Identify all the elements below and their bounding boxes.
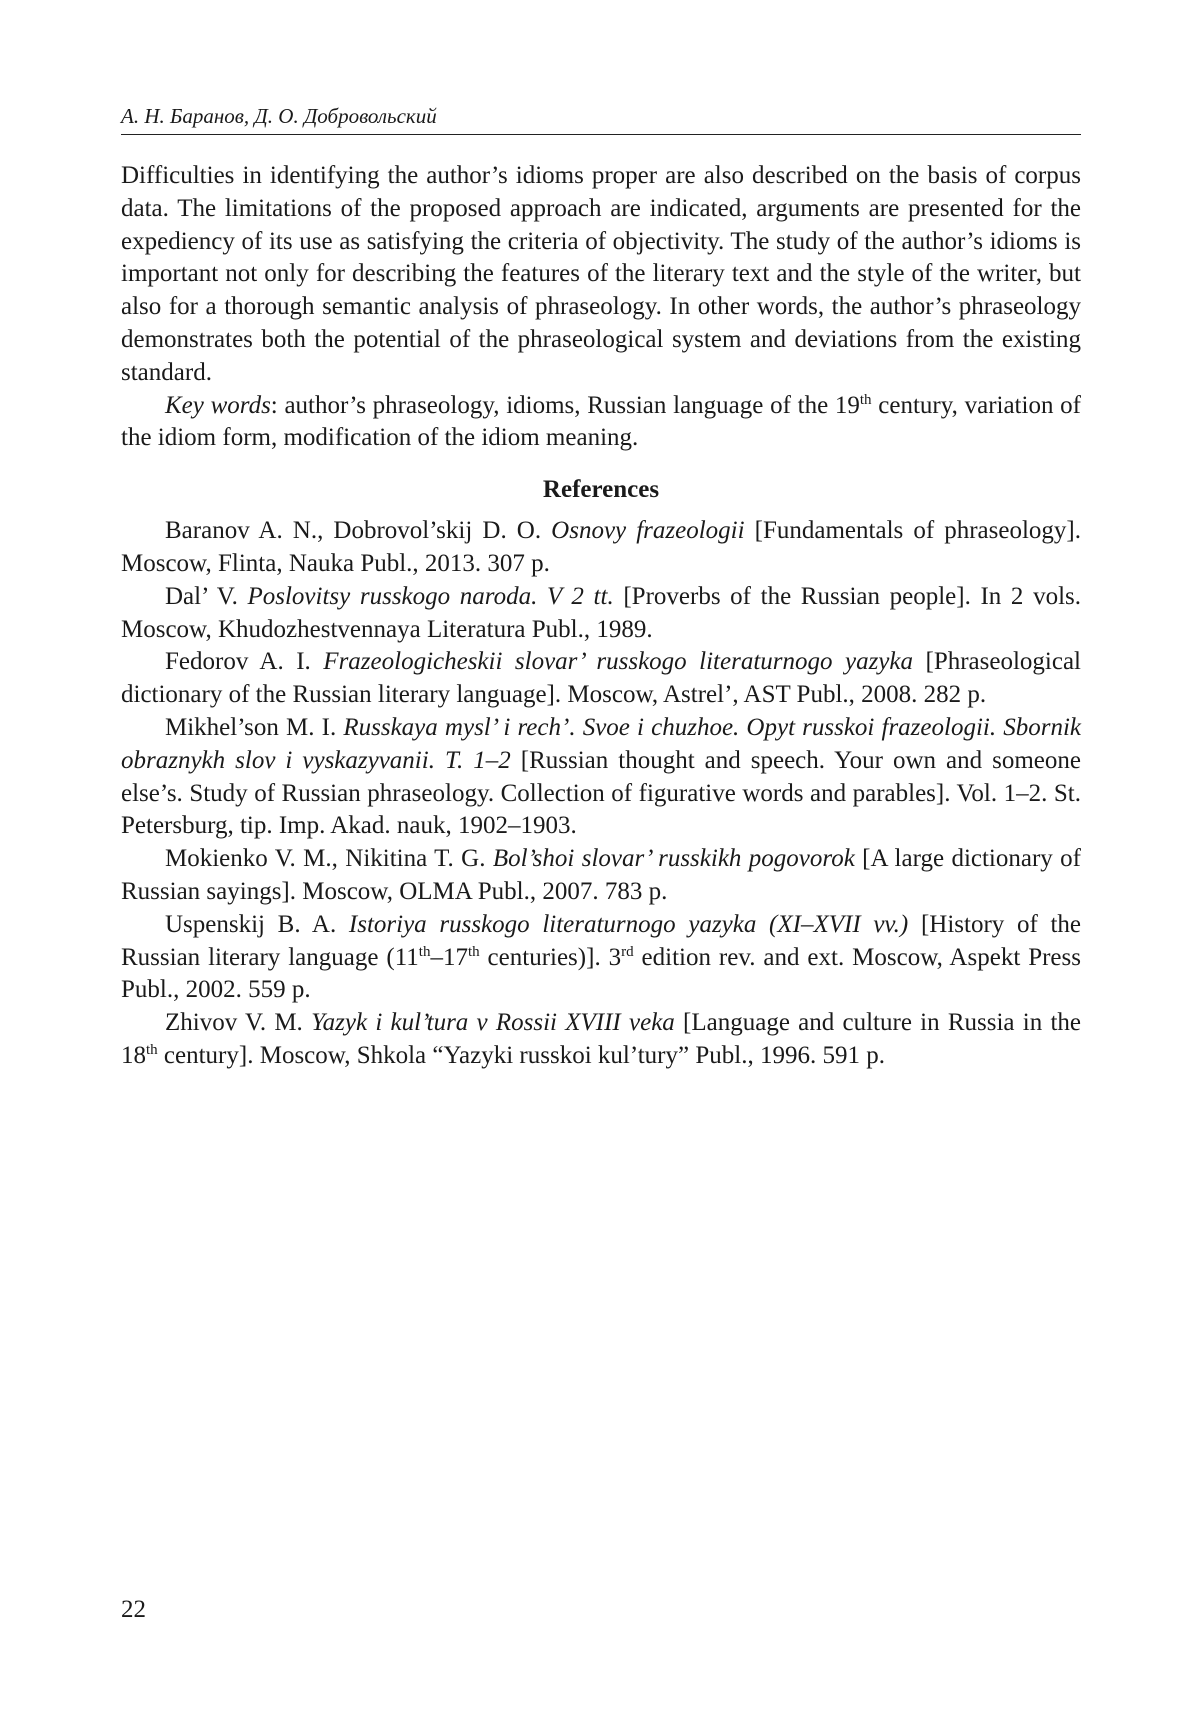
page-number: 22	[121, 1596, 146, 1623]
keywords-sup: th	[859, 391, 872, 408]
reference-item	[121, 843, 1081, 909]
reference-item	[121, 581, 1081, 647]
reference-details: [Russian thought and speech. Your own and someone else’s. Study of Russian phraseology. Collection of figurative words and parables]. Vol. 1–2. St. Petersburg, tip. Imp. Akad. nauk, 1902–1903.	[121, 746, 1081, 840]
reference-author: Mokienko V. M., Nikitina T. G.	[165, 845, 493, 873]
reference-details: [Language and culture in Russia in the 18	[121, 1009, 1081, 1069]
reference-title: Osnovy frazeologii	[551, 517, 745, 545]
reference-details: centuries)]. 3	[479, 943, 622, 971]
reference-details: [History of the Russian literary language (11	[121, 910, 1082, 971]
reference-sup: rd	[621, 943, 634, 960]
keywords-label: Key words	[165, 391, 271, 419]
reference-sup: th	[467, 943, 480, 960]
reference-details: edition rev. and ext. Moscow, Aspekt Press Publ., 2002. 559 p.	[121, 943, 1081, 1004]
reference-item	[121, 646, 1081, 712]
references-heading: References	[542, 476, 660, 504]
reference-sup: th	[146, 1041, 158, 1058]
reference-title: Frazeologicheskii slovar’ russkogo literaturnogo yazyka	[323, 648, 913, 676]
reference-details: century]. Moscow, Shkola “Yazyki russkoi kul’tury” Publ., 1996. 591 p.	[157, 1041, 885, 1069]
running-header-authors: А. Н. Баранов, Д. О. Добровольский	[121, 104, 437, 128]
reference-title: Yazyk i kul’tura v Rossii XVIII veka	[311, 1009, 675, 1037]
reference-author: Mikhel’son M. I.	[165, 713, 344, 741]
page-content	[121, 160, 1081, 1073]
reference-details: [Phraseological dictionary of the Russian literary language]. Moscow, Astrel’, AST Publ., 2008. 282 p.	[121, 648, 1081, 709]
reference-item	[121, 515, 1081, 581]
abstract-paragraph: Difficulties in identifying the author’s idioms proper are also described on the basis of corpus data. The limitations of the proposed approach are indicated, arguments are presented for the expediency of its use as satisfying the criteria of objectivity. The study of the author’s idioms is important not only for describing the features of the literary text and the style of the writer, but also for a thorough semantic analysis of phraseology. In other words, the author’s phraseology demonstrates both the potential of the phraseological system and deviations from the existing standard.	[121, 162, 1081, 386]
reference-author: Fedorov A. I.	[165, 648, 324, 676]
reference-title: Poslovitsy russkogo naroda. V 2 tt.	[247, 582, 614, 610]
reference-details: [Fundamentals of phraseology]. Moscow, Flinta, Nauka Publ., 2013. 307 p.	[121, 517, 1081, 577]
reference-author: Uspenskij B. A.	[165, 910, 349, 938]
reference-title: Istoriya russkogo literaturnogo yazyka (XI–XVII vv.)	[348, 910, 909, 938]
reference-sup: th	[418, 943, 431, 960]
keywords-text-b: century, variation of the idiom form, modification of the idiom meaning.	[121, 391, 1081, 452]
reference-item	[121, 1007, 1081, 1073]
reference-details: [A large dictionary of Russian sayings]. Moscow, OLMA Publ., 2007. 783 p.	[121, 845, 1081, 905]
reference-author: Baranov A. N., Dobrovol’skij D. O.	[165, 517, 552, 545]
header-rule	[121, 134, 1081, 135]
reference-details: [Proverbs of the Russian people]. In 2 vols. Moscow, Khudozhestvennaya Literatura Publ., 1989.	[121, 582, 1081, 643]
reference-author: Zhivov V. M.	[165, 1009, 312, 1037]
reference-title: Russkaya mysl’ i rech’. Svoe i chuzhoe. Opyt russkoi frazeologii. Sbornik obraznykh slov i vyskazyvanii. T. 1–2	[121, 713, 1082, 774]
reference-author: Dal’ V.	[165, 582, 248, 610]
keywords-text-a: : author’s phraseology, idioms, Russian language of the 19	[270, 391, 860, 419]
reference-item	[121, 909, 1081, 1007]
reference-title: Bol’shoi slovar’ russkikh pogovorok	[492, 845, 855, 873]
reference-item	[121, 712, 1081, 843]
reference-details: –17	[430, 943, 468, 971]
keywords-paragraph	[121, 390, 1081, 456]
